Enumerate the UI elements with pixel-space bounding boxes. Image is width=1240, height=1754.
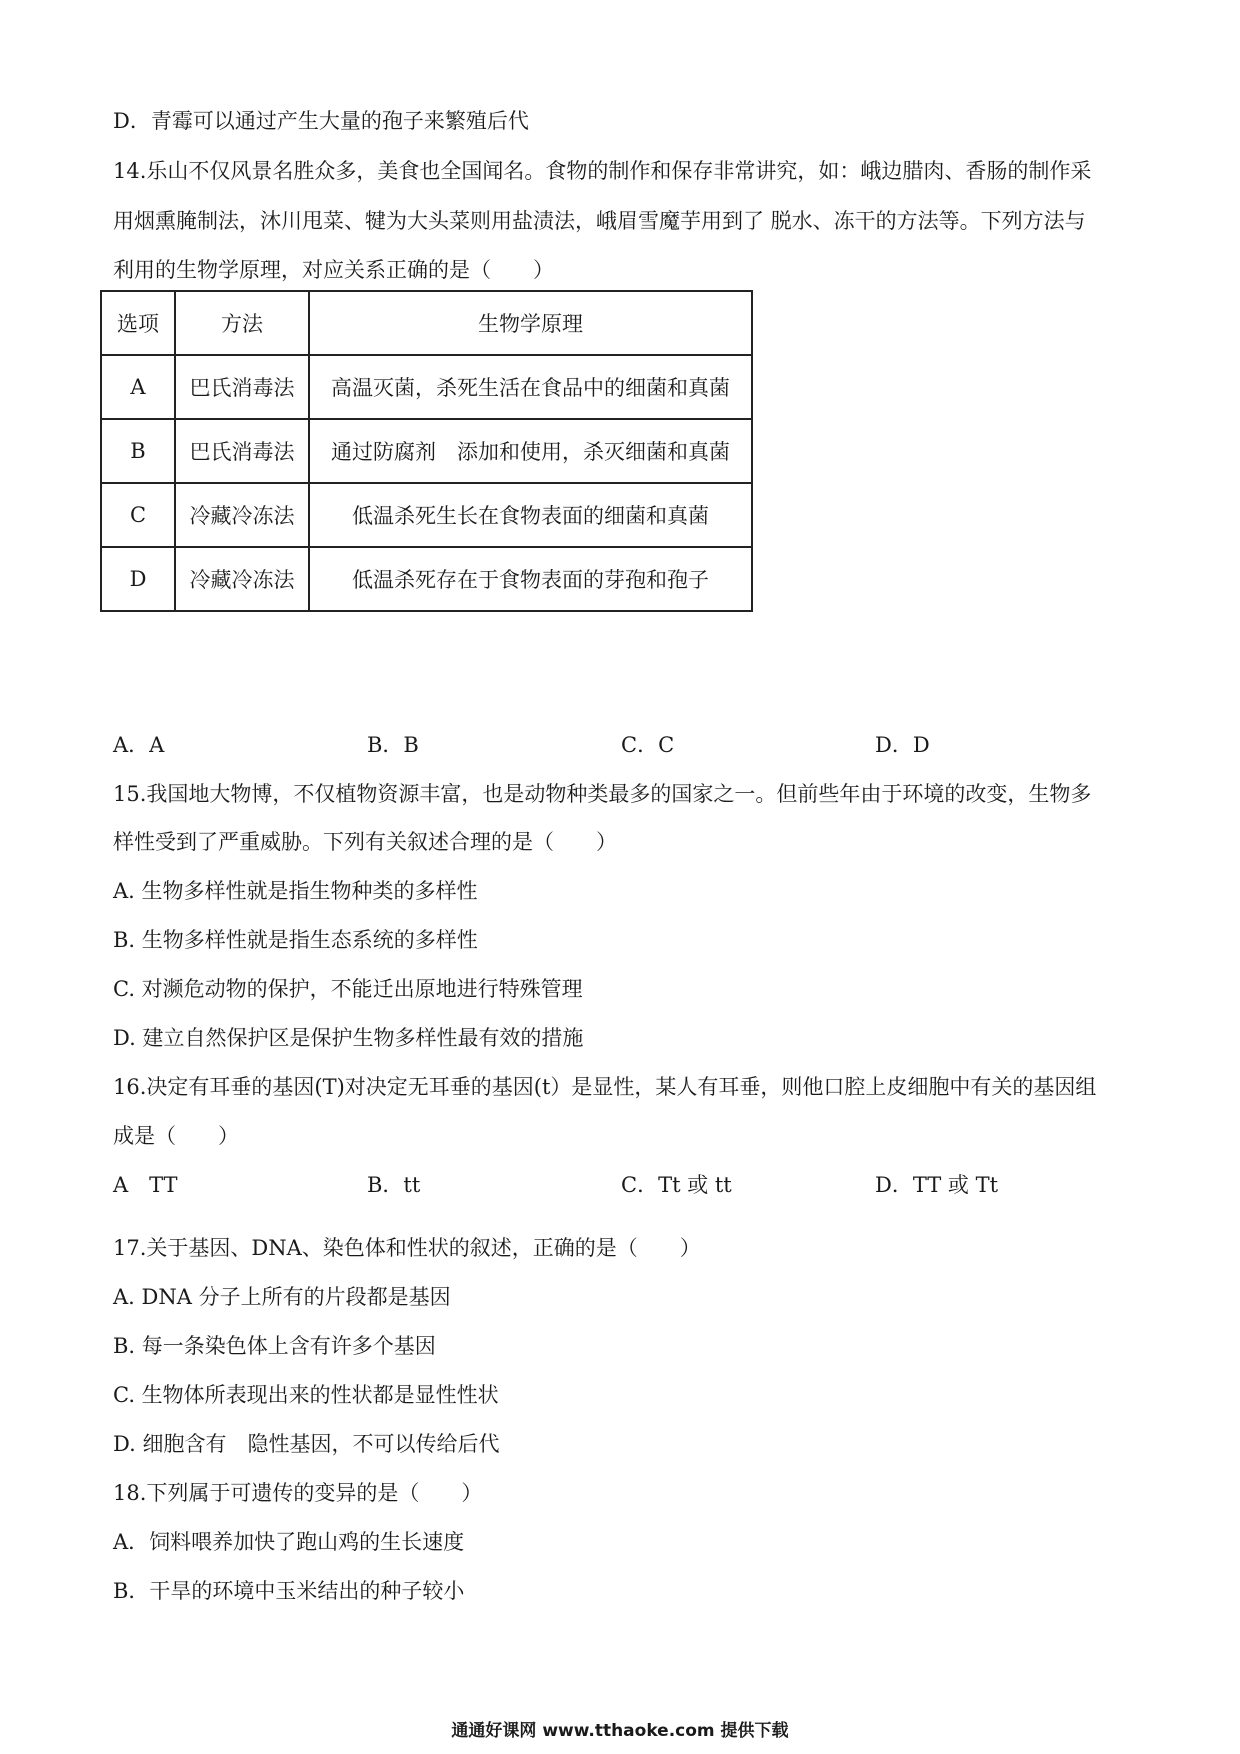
q17-option-d: D. 细胞含有 隐性基因，不可以传给后代 [113,1432,500,1456]
table-cell: 低温杀死生长在食物表面的细菌和真菌 [309,483,752,547]
q17-option-c: C. 生物体所表现出来的性状都是显性性状 [113,1383,499,1407]
q14-option-d: D．D [875,733,930,757]
q13-option-d: D．青霉可以通过产生大量的孢子来繁殖后代 [113,109,529,133]
q15-stem-line1: 15.我国地大物博，不仅植物资源丰富，也是动物种类最多的国家之一。但前些年由于环境的改变，生物多 [113,782,1092,806]
table-cell: B [101,419,175,483]
q16-option-a: A TT [113,1173,178,1197]
q14-stem-line3: 利用的生物学原理，对应关系正确的是（ ） [113,258,554,282]
q15-option-b: B. 生物多样性就是指生态系统的多样性 [113,928,478,952]
table-cell: 通过防腐剂 添加和使用，杀灭细菌和真菌 [309,419,752,483]
table-row [101,355,752,419]
table-cell: 冷藏冷冻法 [175,547,309,611]
q16-option-d: D．TT 或 Tt [875,1173,999,1197]
table-cell: A [101,355,175,419]
header-cell: 方法 [175,291,309,355]
q15-option-d: D. 建立自然保护区是保护生物多样性最有效的措施 [113,1026,584,1050]
table-cell: 巴氏消毒法 [175,355,309,419]
table-cell: D [101,547,175,611]
q14-option-a: A．A [113,733,165,757]
q17-option-a: A. DNA 分子上所有的片段都是基因 [113,1285,451,1309]
q14-option-b: B．B [367,733,419,757]
q15-stem-line2: 样性受到了严重威胁。下列有关叙述合理的是（ ） [113,830,617,854]
table-cell: C [101,483,175,547]
table-row [101,419,752,483]
q18-option-a: A．饲料喂养加快了跑山鸡的生长速度 [113,1530,465,1554]
q16-stem-line2: 成是（ ） [113,1124,239,1148]
table-cell: 巴氏消毒法 [175,419,309,483]
q14-stem-line1: 14.乐山不仅风景名胜众多，美食也全国闻名。食物的制作和保存非常讲究，如：峨边腊肉、香肠的制作采 [113,159,1092,183]
q14-answer-table [100,290,753,612]
q16-option-b: B．tt [367,1173,421,1197]
table-row [101,483,752,547]
q15-option-c: C. 对濒危动物的保护，不能迁出原地进行特殊管理 [113,977,583,1001]
q14-stem-line2: 用烟熏腌制法，沐川甩菜、犍为大头菜则用盐渍法，峨眉雪魔芋用到了 脱水、冻干的方法等。下列方法与 [113,209,1086,233]
header-cell: 选项 [101,291,175,355]
page-footer: 通通好课网 www.tthaoke.com 提供下载 [451,1721,789,1741]
table-cell: 低温杀死存在于食物表面的芽孢和孢子 [309,547,752,611]
table-cell: 冷藏冷冻法 [175,483,309,547]
q15-option-a: A. 生物多样性就是指生物种类的多样性 [113,879,478,903]
table-cell: 高温灭菌，杀死生活在食品中的细菌和真菌 [309,355,752,419]
q16-stem-line1: 16.决定有耳垂的基因(T)对决定无耳垂的基因(t）是显性，某人有耳垂，则他口腔上皮细胞中有关的基因组 [113,1075,1097,1099]
table-row [101,547,752,611]
q18-option-b: B．干旱的环境中玉米结出的种子较小 [113,1579,465,1603]
q17-option-b: B. 每一条染色体上含有许多个基因 [113,1334,436,1358]
q16-option-c: C．Tt 或 tt [621,1173,732,1197]
q18-stem-line1: 18.下列属于可遗传的变异的是（ ） [113,1481,483,1505]
table-header-row [101,291,752,355]
q17-stem-line1: 17.关于基因、DNA、染色体和性状的叙述，正确的是（ ） [113,1236,701,1260]
header-cell: 生物学原理 [309,291,752,355]
q14-option-c: C．C [621,733,675,757]
